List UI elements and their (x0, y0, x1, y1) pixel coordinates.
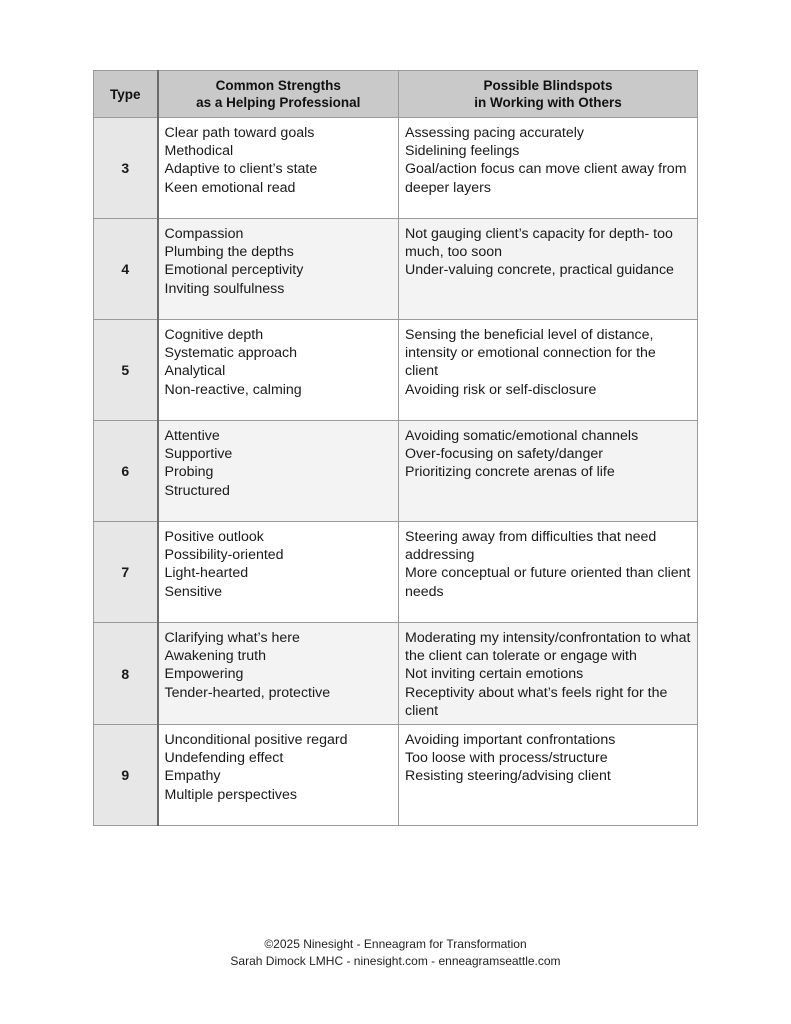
table-header-row (94, 71, 698, 118)
blindspot-item: Moderating my intensity/confrontation to what the client can tolerate or engage with (405, 630, 691, 665)
strength-item: Analytical (164, 363, 226, 380)
type-number-cell: 7 (94, 522, 158, 623)
blindspots-header-line1: Possible Blindspots (483, 78, 613, 93)
strength-item: Multiple perspectives (164, 786, 297, 803)
blindspot-item: Sidelining feelings (405, 143, 520, 160)
page-footer (0, 936, 791, 970)
strength-item: Clarifying what’s here (164, 630, 300, 646)
strength-item: Sensitive (164, 583, 223, 600)
strength-item: Unconditional positive regard (164, 732, 348, 749)
strength-item: Positive outlook (164, 529, 264, 545)
type-number-cell: 3 (94, 118, 158, 219)
strength-item: Attentive (164, 428, 220, 444)
table-row (94, 320, 698, 421)
blindspots-header-line2: in Working with Others (474, 95, 622, 110)
type-number-cell: 5 (94, 320, 158, 421)
table-body (94, 118, 698, 826)
strengths-cell (158, 522, 399, 623)
blindspot-item: Not gauging client’s capacity for depth- too much, too soon (405, 226, 673, 261)
strength-item: Cognitive depth (164, 327, 264, 343)
table-row (94, 623, 698, 725)
strengths-cell (158, 623, 399, 725)
footer-copyright: ©2025 Ninesight - Enneagram for Transformation (264, 937, 527, 951)
strength-item: Clear path toward goals (164, 125, 315, 141)
strength-item: Adaptive to client’s state (164, 161, 318, 178)
blindspot-item: Prioritizing concrete arenas of life (405, 464, 615, 481)
blindspot-item: Avoiding risk or self-disclosure (405, 381, 597, 398)
table-row (94, 118, 698, 219)
blindspots-cell (399, 623, 698, 725)
footer-credits: Sarah Dimock LMHC - ninesight.com - enneagramseattle.com (230, 954, 561, 968)
strength-item: Inviting soulfulness (164, 280, 285, 297)
type-number-cell: 4 (94, 219, 158, 320)
blindspot-item: Assessing pacing accurately (405, 125, 585, 141)
strength-item: Emotional perceptivity (164, 262, 304, 279)
strength-item: Undefending effect (164, 750, 284, 767)
strength-item: Awakening truth (164, 648, 266, 665)
blindspot-item: Avoiding somatic/emotional channels (405, 428, 639, 444)
strengths-cell (158, 118, 399, 219)
blindspots-cell (399, 320, 698, 421)
blindspot-item: Not inviting certain emotions (405, 666, 584, 683)
strength-item: Methodical (164, 143, 234, 160)
type-column-header (94, 71, 158, 118)
strength-item: Empowering (164, 666, 244, 683)
table-row (94, 421, 698, 522)
table-row (94, 219, 698, 320)
strength-item: Light-hearted (164, 565, 249, 582)
strength-item: Tender-hearted, protective (164, 684, 331, 701)
strength-item: Probing (164, 464, 214, 481)
strengths-cell (158, 725, 399, 826)
blindspots-cell (399, 219, 698, 320)
type-number-cell: 9 (94, 725, 158, 826)
blindspots-cell (399, 118, 698, 219)
type-number-cell: 8 (94, 623, 158, 725)
strength-item: Systematic approach (164, 345, 297, 362)
strength-item: Supportive (164, 446, 233, 463)
blindspot-item: Goal/action focus can move client away from deeper layers (405, 161, 687, 196)
blindspot-item: Receptivity about what’s feels right for the client (405, 684, 668, 719)
blindspots-cell (399, 725, 698, 826)
strength-item: Compassion (164, 226, 244, 242)
strength-item: Keen emotional read (164, 179, 296, 196)
blindspot-item: Resisting steering/advising client (405, 768, 611, 785)
strength-item: Non-reactive, calming (164, 381, 302, 398)
type-header-label: Type (109, 86, 141, 102)
strengths-column-header (158, 71, 399, 118)
strength-item: Empathy (164, 768, 221, 785)
blindspot-item: More conceptual or future oriented than client needs (405, 565, 691, 600)
blindspot-item: Steering away from difficulties that need addressing (405, 529, 657, 564)
strength-item: Plumbing the depths (164, 244, 294, 261)
strengths-header-line2: as a Helping Professional (196, 95, 361, 110)
strengths-cell (158, 421, 399, 522)
strengths-blindspots-table (93, 70, 698, 826)
table-row (94, 725, 698, 826)
blindspots-cell (399, 421, 698, 522)
strength-item: Possibility-oriented (164, 547, 284, 564)
strengths-cell (158, 219, 399, 320)
blindspots-cell (399, 522, 698, 623)
strengths-cell (158, 320, 399, 421)
blindspot-item: Too loose with process/structure (405, 750, 608, 767)
blindspots-column-header (399, 71, 698, 118)
blindspot-item: Under-valuing concrete, practical guidance (405, 262, 674, 279)
blindspot-item: Over-focusing on safety/danger (405, 446, 603, 463)
enneagram-table-container (93, 70, 697, 826)
strength-item: Structured (164, 482, 230, 499)
blindspot-item: Sensing the beneficial level of distance, intensity or emotional connection for the client (405, 327, 656, 380)
blindspot-item: Avoiding important confrontations (405, 732, 616, 749)
type-number-cell: 6 (94, 421, 158, 522)
table-row (94, 522, 698, 623)
strengths-header-line1: Common Strengths (215, 78, 341, 93)
